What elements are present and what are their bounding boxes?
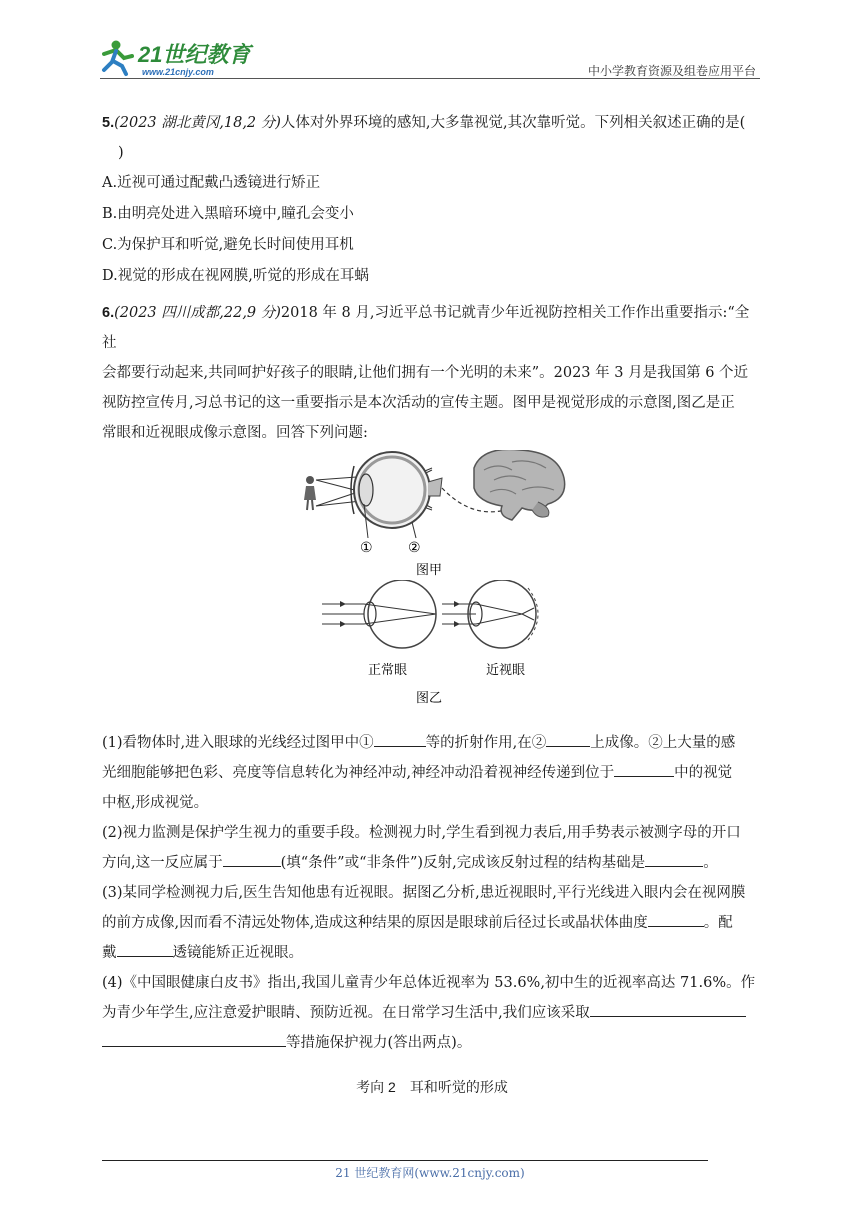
sub-question-1: (1)看物体时,进入眼球的光线经过图甲中① 等的折射作用,在② 上成像。②上大量的感 — [102, 728, 762, 758]
figure-caption-yi: 图乙 — [416, 691, 443, 706]
sub-question-3-cont: 的前方成像,因而看不清远处物体,造成这种结果的原因是眼球前后径过长或晶状体曲度 。配 — [102, 908, 762, 938]
sub-question-4-cont: 为青少年学生,应注意爱护眼睛、预防近视。在日常学习生活中,我们应该采取 — [102, 998, 762, 1028]
answer-blank[interactable] — [374, 730, 426, 747]
figure-caption-jia: 图甲 — [416, 563, 443, 578]
myopic-eye-diagram — [442, 580, 538, 678]
question-stem-end: ) — [118, 145, 124, 161]
question-number: 5. — [102, 115, 115, 131]
eyeball-diagram — [351, 452, 442, 528]
sub-question-2-cont: 方向,这一反应属于 (填“条件”或“非条件”)反射,完成该反射过程的结构基础是 。 — [102, 848, 762, 878]
option-c: C.为保护耳和听觉,避免长时间使用耳机 — [102, 237, 354, 253]
intro-text: 常眼和近视眼成像示意图。回答下列问题: — [102, 425, 368, 441]
answer-blank[interactable] — [546, 730, 590, 747]
figure-jia — [102, 450, 762, 580]
section-title: 考向 2 耳和听觉的形成 — [356, 1079, 508, 1095]
answer-blank[interactable] — [648, 910, 704, 927]
answer-blank[interactable] — [223, 850, 281, 867]
svg-text:21世纪教育: 21世纪教育 — [138, 42, 251, 67]
option-d: D.视觉的形成在视网膜,听觉的形成在耳蜗 — [102, 268, 369, 284]
figure-yi — [102, 580, 762, 720]
answer-blank[interactable] — [590, 1000, 746, 1017]
option-b: B.由明亮处进入黑暗环境中,瞳孔会变小 — [102, 206, 354, 222]
object-figure — [304, 476, 316, 510]
sub-question-1-end: 中枢,形成视觉。 — [102, 795, 209, 811]
sub-question-2: (2)视力监测是保护学生视力的重要手段。检测视力时,学生看到视力表后,用手势表示被测字母的开口 — [102, 825, 741, 841]
question-stem: 人体对外界环境的感知,大多靠视觉,其次靠听觉。下列相关叙述正确的是( — [280, 115, 746, 131]
intro-text: 视防控宣传月,习总书记的这一重要指示是本次活动的宣传主题。图甲是视觉形成的示意图,图乙是正 — [102, 395, 735, 411]
platform-name: 中小学教育资源及组卷应用平台 — [587, 64, 756, 78]
answer-blank[interactable] — [117, 940, 173, 957]
runner-icon — [104, 41, 132, 75]
footer-link[interactable]: 21 世纪教育网(www.21cnjy.com) — [335, 1166, 525, 1180]
question-source: (2023 四川成都,22,9 分) — [114, 305, 281, 321]
option-a: A.近视可通过配戴凸透镜进行矫正 — [102, 175, 321, 191]
svg-text:www.21cnjy.com: www.21cnjy.com — [142, 67, 214, 77]
answer-blank[interactable] — [102, 1030, 286, 1047]
label-1: ① — [360, 540, 373, 556]
sub-question-1-cont: 光细胞能够把色彩、亮度等信息转化为神经冲动,神经冲动沿着视神经传递到位于 中的视觉 — [102, 758, 762, 788]
figure-area — [102, 450, 762, 722]
sub-question-3: (3)某同学检测视力后,医生告知他患有近视眼。据图乙分析,患近视眼时,平行光线进入眼内会在视网膜 — [102, 885, 746, 901]
question-5 — [102, 108, 762, 292]
sub-question-3-end: 戴 透镜能矫正近视眼。 — [102, 938, 762, 968]
sub-question-4-end: 等措施保护视力(答出两点)。 — [102, 1028, 762, 1058]
answer-blank[interactable] — [645, 850, 703, 867]
site-logo — [96, 36, 266, 78]
brain-illustration — [474, 450, 565, 520]
intro-text: 2018 年 8 月,习近平总书记就青少年近视防控相关工作作出重要指示:“全社 — [102, 305, 750, 351]
answer-blank[interactable] — [614, 760, 674, 777]
question-content — [102, 108, 762, 1102]
label-2: ② — [408, 540, 421, 556]
question-number: 6. — [102, 305, 115, 321]
question-6 — [102, 298, 762, 1058]
sub-question-4: (4)《中国眼健康白皮书》指出,我国儿童青少年总体近视率为 53.6%,初中生的近视率高达 71.6%。作 — [102, 975, 756, 991]
footer-divider — [102, 1160, 708, 1161]
intro-text: 会都要行动起来,共同呵护好孩子的眼睛,让他们拥有一个光明的未来”。2023 年 3 月是我国第 6 个近 — [102, 365, 749, 381]
normal-eye-label: 正常眼 — [368, 663, 408, 678]
myopic-eye-label: 近视眼 — [486, 663, 526, 678]
question-source: (2023 湖北黄冈,18,2 分) — [114, 115, 281, 131]
normal-eye-diagram — [322, 580, 436, 678]
header-divider — [100, 78, 760, 79]
